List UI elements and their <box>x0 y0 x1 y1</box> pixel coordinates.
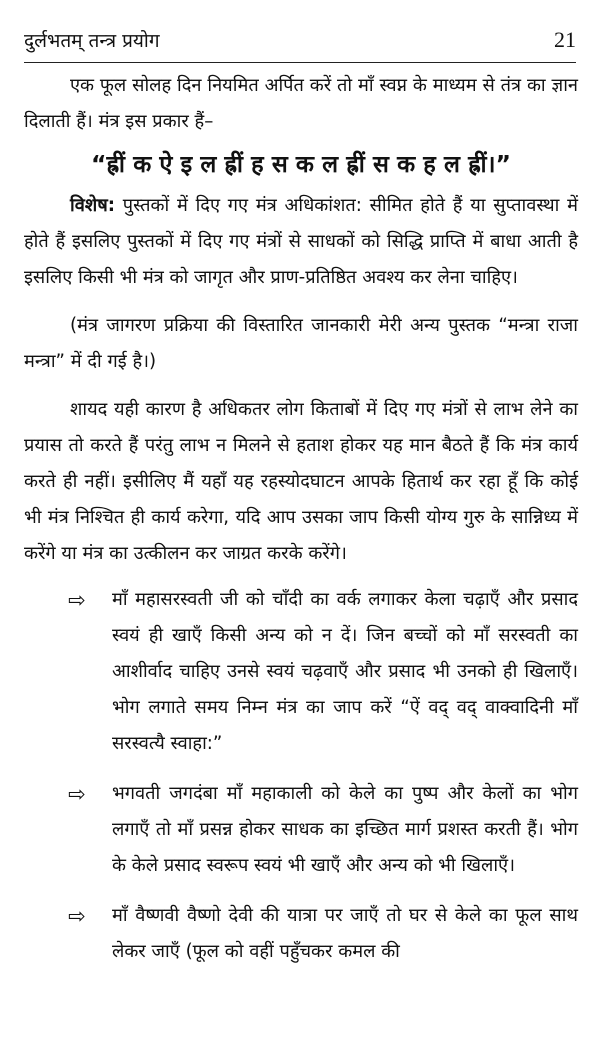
header-divider <box>24 62 576 63</box>
remedy-list <box>24 582 578 970</box>
special-note-paragraph <box>24 188 578 296</box>
arrow-bullet-icon: ⇨ <box>68 782 86 806</box>
list-item-text: भगवती जगदंबा माँ महाकाली को केले का पुष्प और केलों का भोग लगाएँ तो माँ प्रसन्न होकर साधक का इच्छित मार्ग प्रशस्त करती हैं। भोग के केले प्रसाद स्वरूप स्वयं भी खाएँ और अन्य को भी खिलाएँ। <box>112 783 578 876</box>
intro-paragraph: एक फूल सोलह दिन नियमित अर्पित करें तो माँ स्वप्न के माध्यम से तंत्र का ज्ञान दिलाती हैं। मंत्र इस प्रकार हैं– <box>24 75 578 132</box>
book-title: दुर्लभतम् तन्त्र प्रयोग <box>24 30 160 52</box>
arrow-bullet-icon: ⇨ <box>68 588 86 612</box>
list-item <box>24 582 578 762</box>
list-item-text: माँ वैष्णवी वैष्णो देवी की यात्रा पर जाएँ तो घर से केले का फूल साथ लेकर जाएँ (फूल को वहीं पहुँचकर कमल की <box>112 905 578 962</box>
list-item <box>24 898 578 970</box>
page-body <box>24 68 578 984</box>
page-header <box>24 22 576 58</box>
mantra-line: “ह्रीं क ऐ इ ल ह्रीं ह स क ल ह्रीं स क ह ल ह्रीं।” <box>91 150 511 178</box>
list-item <box>24 776 578 884</box>
arrow-bullet-icon: ⇨ <box>68 904 86 928</box>
special-text: पुस्तकों में दिए गए मंत्र अधिकांशत: सीमित होते हैं या सुप्तावस्था में होते हैं इसलिए पुस्तकों में दिए गए मंत्रों से साधकों को सिद्धि प्राप्ति में बाधा आती है इसलिए किसी भी मंत्र को जागृत और प्राण-प्रतिष्ठित अवश्य कर लेना चाहिए। <box>24 195 578 288</box>
reference-note: (मंत्र जागरण प्रक्रिया की विस्तारित जानकारी मेरी अन्य पुस्तक “मन्त्रा राजा मन्त्रा” में दी गई है।) <box>24 315 578 372</box>
reason-paragraph: शायद यही कारण है अधिकतर लोग किताबों में दिए गए मंत्रों से लाभ लेने का प्रयास तो करते हैं परंतु लाभ न मिलने से हताश होकर यह मान बैठते हैं कि मंत्र कार्य करते ही नहीं। इसीलिए मैं यहाँ यह रहस्योदघाटन आपके हितार्थ कर रहा हूँ कि कोई भी मंत्र निश्चित ही कार्य करेगा, यदि आप उसका जाप किसी योग्य गुरु के सान्निध्य में करेंगे या मंत्र का उत्कीलन कर जाग्रत करके करेंगे। <box>24 399 578 564</box>
page-number: 21 <box>554 27 576 52</box>
special-label: विशेष: <box>70 195 115 216</box>
list-item-text: माँ महासरस्वती जी को चाँदी का वर्क लगाकर केला चढ़ाएँ और प्रसाद स्वयं ही खाएँ किसी अन्य को न दें। जिन बच्चों को माँ सरस्वती का आशीर्वाद चाहिए उनसे स्वयं चढ़वाएँ और प्रसाद भी उनको ही खिलाएँ। भोग लगाते समय निम्न मंत्र का जाप करें “ऐं वद् वद् वाक्वादिनी माँ सरस्वत्यै स्वाहा:” <box>112 589 578 754</box>
